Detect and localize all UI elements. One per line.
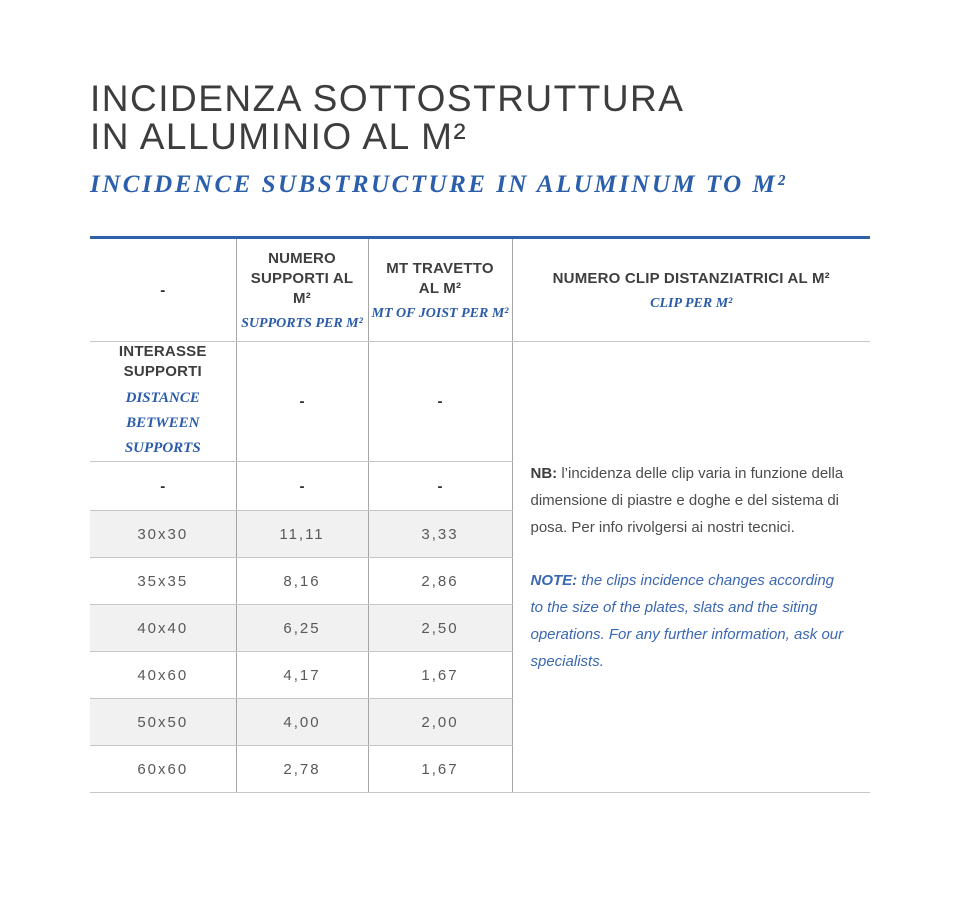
placeholder-dash: - [368,462,512,511]
note-english [531,567,851,675]
note-english-label: NOTE: [530,571,578,589]
notes-block [513,460,851,675]
interasse-label-it: INTERASSE SUPPORTI [118,343,207,380]
incidence-table [90,236,870,793]
interasse-value: 50x50 [90,699,236,746]
header-joist-label-it: MT TRAVETTO AL M² [386,259,494,297]
header-cell-supports [236,238,368,342]
supporti-value: 11,11 [236,511,368,558]
page-subtitle: INCIDENCE SUBSTRUCTURE IN ALUMINUM TO M² [90,171,788,198]
interasse-label-row [90,342,870,462]
placeholder-dash: - [236,342,368,462]
interasse-label-cell [90,342,236,462]
supporti-value: 4,17 [236,652,368,699]
placeholder-dash: - [368,342,512,462]
interasse-value: 30x30 [90,511,236,558]
interasse-value: 40x40 [90,605,236,652]
table-header-row [90,238,870,342]
page-title [90,80,870,156]
header-supports-label-en: SUPPORTS PER M² [241,315,363,331]
header-clips-label-it: NUMERO CLIP DISTANZIATRICI AL M² [552,269,830,287]
placeholder-dash: - [236,462,368,511]
page-title-line1: INCIDENZA SOTTOSTRUTTURA [90,78,685,119]
note-english-text: the clips incidence changes according to the size of the plates, slats and the siting operations. For any further information, ask our specialists. [530,571,844,670]
travetto-value: 2,00 [368,699,512,746]
page-title-line2: IN ALLUMINIO AL M² [90,116,468,157]
travetto-value: 2,86 [368,558,512,605]
supporti-value: 8,16 [236,558,368,605]
header-clips-label-en: CLIP PER M² [650,295,733,311]
header-cell-blank: - [90,238,236,342]
supporti-value: 2,78 [236,746,368,793]
travetto-value: 1,67 [368,746,512,793]
placeholder-dash: - [90,462,236,511]
supporti-value: 6,25 [236,605,368,652]
travetto-value: 1,67 [368,652,512,699]
supporti-value: 4,00 [236,699,368,746]
note-italian [531,460,851,541]
notes-cell [512,342,870,793]
note-italian-text: l’incidenza delle clip varia in funzione della dimensione di piastre e doghe e del sistema di posa. Per info rivolgersi ai nostri tecnici. [530,464,844,536]
travetto-value: 2,50 [368,605,512,652]
page [0,80,960,793]
header-joist-label-en: MT OF JOIST PER M² [371,305,509,321]
interasse-value: 60x60 [90,746,236,793]
header-cell-clips [512,238,870,342]
note-italian-label: NB: [530,464,558,482]
header-cell-joist [368,238,512,342]
header-supports-label-it: NUMERO SUPPORTI AL M² [250,249,354,307]
interasse-value: 40x60 [90,652,236,699]
interasse-label-en: DISTANCE BETWEEN SUPPORTS [124,390,201,456]
travetto-value: 3,33 [368,511,512,558]
interasse-value: 35x35 [90,558,236,605]
